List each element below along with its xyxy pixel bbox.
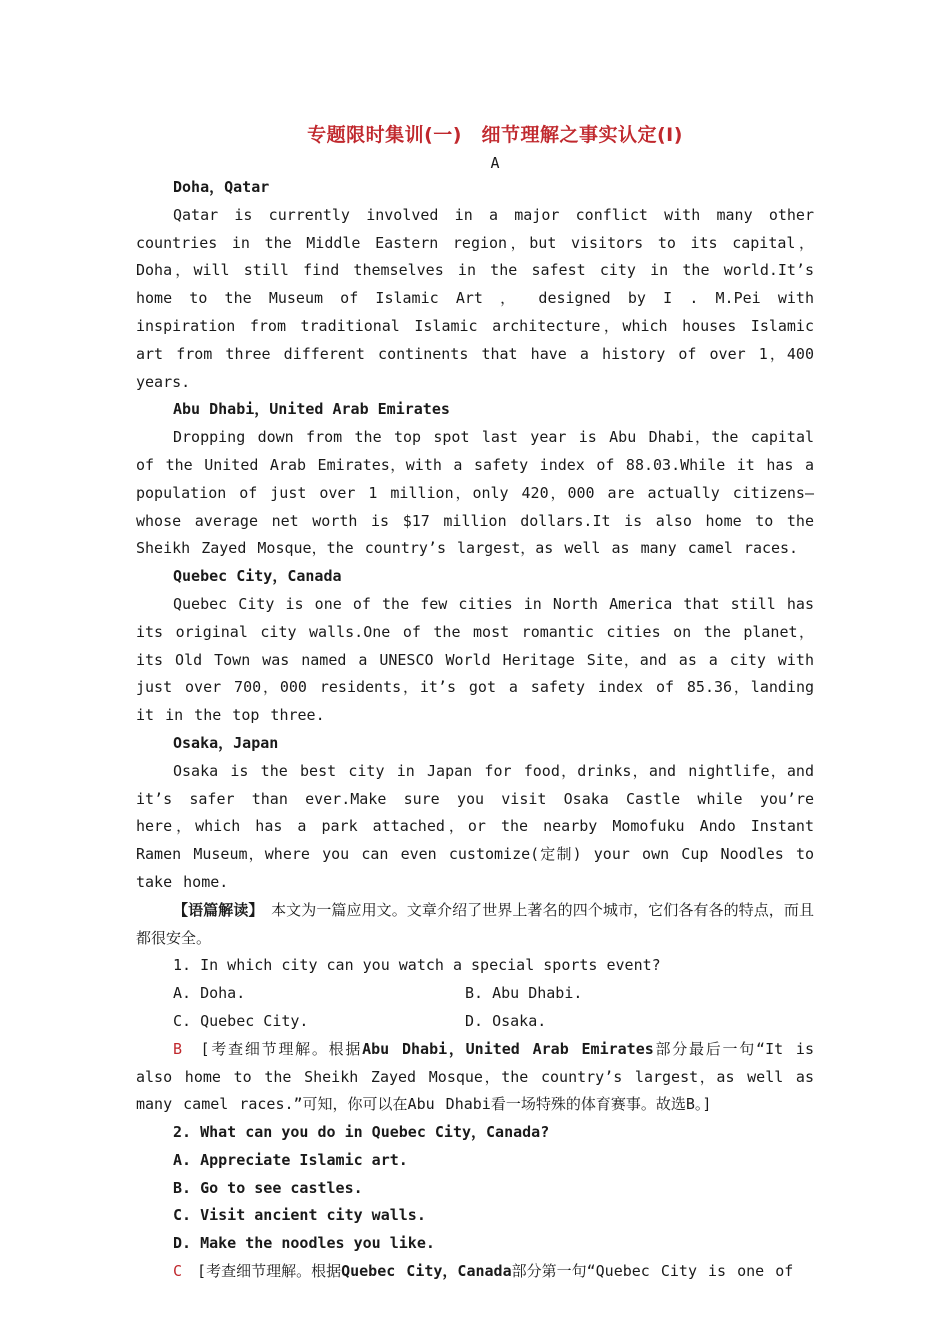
option-c: C. Quebec City. [173,1011,309,1030]
question-2 [136,1119,814,1286]
option-b: B. Abu Dhabi. [465,984,583,1003]
section-text: Dropping down from the top spot last year is Abu Dhabi，the capital of the United Arab Emirates，with a safety index of 88.03.While it has a population of just over 1 million，only 420，000 are actually citizens—whose average net worth is $17 million dollars.It is also home to the Sheikh Zayed Mosque，the country’s largest，as well as many camel races. [136,428,814,558]
explanation-part: [考查细节理解。根据 [197,1262,342,1281]
option-a: A. Doha. [173,984,246,1003]
passage-analysis [136,897,814,953]
option-row [136,980,814,1008]
passage-label: A [490,154,500,172]
document-page [136,118,814,1286]
section-text: Qatar is currently involved in a major conflict with many other countries in the Middle Eastern region，but visitors to its capital，Doha，will still find themselves in the safest city in the world.It’s home to the Museum of Islamic Art ， designed by I . M.Pei with inspiration from traditional Islamic architecture，which houses Islamic art from three different continents that have a history of over 1，400 years. [136,205,814,391]
option-d: D. Osaka. [465,1011,547,1030]
explanation-part: 部分最后一句“It is also home to the Sheikh Zayed Mosque，the country’s largest，as well as many camel races.”可知，你可以在Abu Dhabi看一场特殊的体育赛事。故选B。] [136,1039,814,1114]
section-abu-dhabi [136,396,814,563]
explanation-part: 部分第一句“Quebec City is one of [511,1262,794,1281]
section-heading: Abu Dhabi，United Arab Emirates [173,400,450,419]
analysis-text: 本文为一篇应用文。文章介绍了世界上著名的四个城市，它们各有各的特点，而且都很安全。 [136,900,814,947]
page-title: 专题限时集训(一) 细节理解之事实认定(Ⅰ) [307,124,683,146]
answer-explanation [136,1258,814,1286]
answer-letter: B [173,1039,183,1058]
section-quebec [136,563,814,730]
option-b: B. Go to see castles. [173,1178,363,1197]
section-heading: Quebec City，Canada [173,567,342,586]
question-text: 2. What can you do in Quebec City，Canada? [173,1123,550,1142]
section-text: Quebec City is one of the few cities in North America that still has its original city walls.One of the most romantic cities on the planet，its Old Town was named a UNESCO World Heritage Site，and as a city with just over 700，000 residents，it’s got a safety index of 85.36，landing it in the top three. [136,594,814,725]
section-doha [136,174,814,396]
section-heading: Doha，Qatar [173,178,270,196]
analysis-label: 【语篇解读】 [173,900,256,919]
explanation-part: [考查细节理解。根据 [200,1039,363,1058]
explanation-bold: Abu Dhabi，United Arab Emirates [362,1039,654,1058]
answer-letter: C [173,1262,183,1281]
option-row [136,1008,814,1036]
explanation-bold: Quebec City，Canada [341,1262,512,1281]
option-d: D. Make the noodles you like. [173,1234,435,1253]
option-a: A. Appreciate Islamic art. [173,1150,408,1169]
question-text: 1. In which city can you watch a special sports event? [173,956,661,975]
section-heading: Osaka，Japan [173,733,279,752]
section-osaka [136,730,814,897]
section-text: Osaka is the best city in Japan for food，drinks，and nightlife，and it’s safer than ever.Make sure you visit Osaka Castle while you’re here，which has a park attached，or the nearby Momofuku Ando Instant Ramen Museum，where you can even customize(定制) your own Cup Noodles to take home. [136,761,814,891]
option-c: C. Visit ancient city walls. [173,1206,426,1225]
answer-explanation [136,1036,814,1119]
question-1 [136,952,814,1119]
